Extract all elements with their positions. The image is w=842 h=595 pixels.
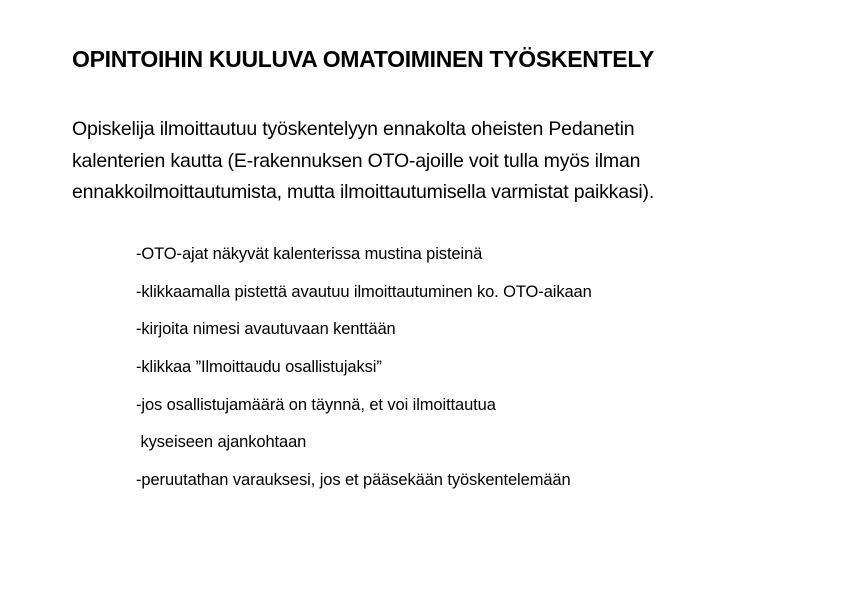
instruction-list	[136, 244, 592, 508]
instruction-item: kyseiseen ajankohtaan	[136, 433, 307, 452]
intro-line: Opiskelija ilmoittautuu työskentelyyn ennakolta oheisten Pedanetin	[72, 118, 635, 140]
page-title: OPINTOIHIN KUULUVA OMATOIMINEN TYÖSKENTELY	[72, 46, 655, 72]
instruction-item: -klikkaa ”Ilmoittaudu osallistujaksi”	[136, 358, 382, 377]
instruction-item: -peruutathan varauksesi, jos et pääsekään työskentelemään	[136, 471, 571, 490]
instruction-item: -OTO-ajat näkyvät kalenterissa mustina pisteinä	[136, 245, 483, 263]
instruction-item: -jos osallistujamäärä on täynnä, et voi ilmoittautua	[136, 395, 496, 414]
instruction-item: -kirjoita nimesi avautuvaan kenttään	[136, 320, 396, 339]
intro-line: ennakkoilmoittautumista, mutta ilmoittautumisella varmistat paikkasi).	[72, 181, 655, 203]
instruction-item: -klikkaamalla pistettä avautuu ilmoittautuminen ko. OTO-aikaan	[136, 282, 592, 301]
intro-line: kalenterien kautta (E-rakennuksen OTO-ajoille voit tulla myös ilman	[72, 149, 641, 172]
intro-paragraph	[72, 114, 792, 209]
